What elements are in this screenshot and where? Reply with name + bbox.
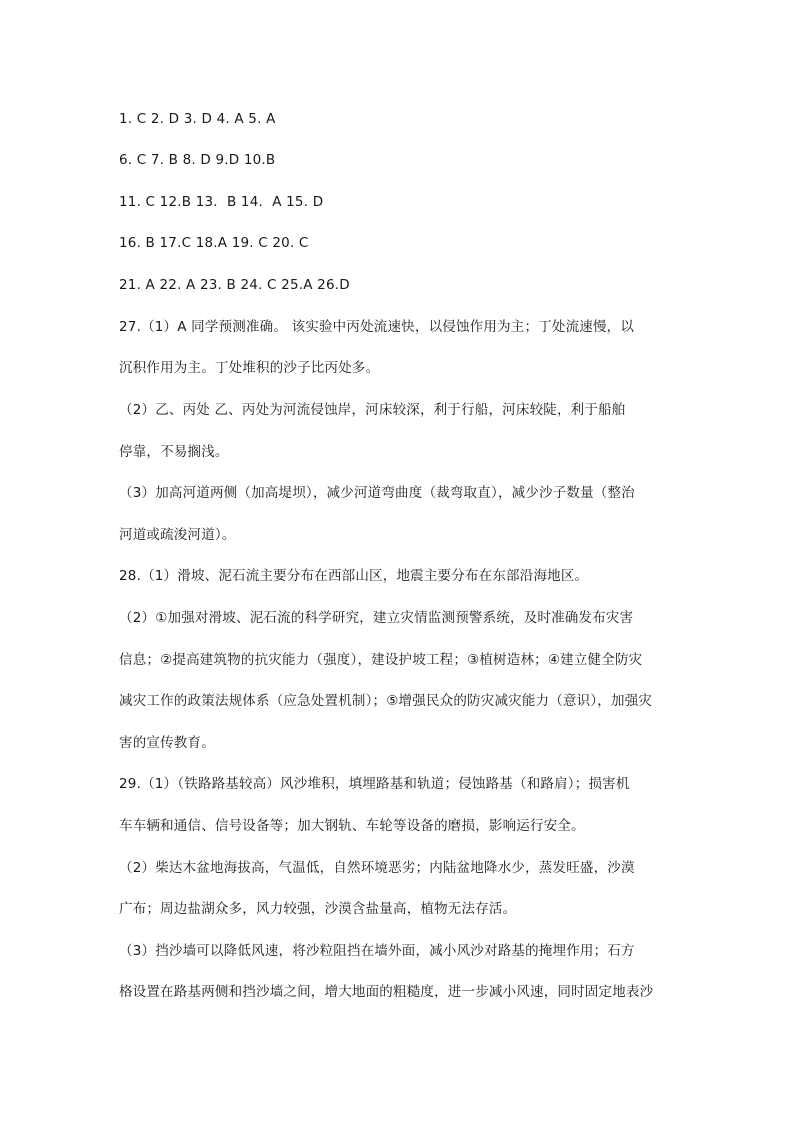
- answer-line-16-20: 16. B 17.C 18.A 19. C 20. C: [119, 235, 309, 251]
- q27-part2-line2: 停靠，不易搁浅。: [119, 444, 229, 460]
- answer-line-1-5: 1. C 2. D 3. D 4. A 5. A: [119, 111, 276, 127]
- q28-part2-line3: 减灾工作的政策法规体系（应急处置机制）；⑤增强民众的防灾减灾能力（意识），加强灾: [119, 693, 653, 709]
- q28-part1-line1: 28.（1）滑坡、泥石流主要分布在西部山区，地震主要分布在东部沿海地区。: [119, 568, 589, 584]
- q29-part3-line1: （3）挡沙墙可以降低风速，将沙粒阻挡在墙外面，减小风沙对路基的掩埋作用；石方: [119, 943, 635, 959]
- q27-part1-line2: 沉积作用为主。丁处堆积的沙子比丙处多。: [119, 360, 380, 376]
- q29-part3-line2: 格设置在路基两侧和挡沙墙之间，增大地面的粗糙度，进一步减小风速，同时固定地表沙: [119, 984, 654, 1000]
- q29-part1-line1: 29.（1）（铁路路基较高）风沙堆积，填埋路基和轨道；侵蚀路基（和路肩）；损害机: [119, 776, 630, 792]
- q29-part1-line2: 车车辆和通信、信号设备等；加大钢轨、车轮等设备的磨损，影响运行安全。: [119, 818, 585, 834]
- answer-line-6-10: 6. C 7. B 8. D 9.D 10.B: [119, 152, 276, 168]
- q27-part2-line1: （2）乙、丙处 乙、丙处为河流侵蚀岸，河床较深，利于行船，河床较陡，利于船舶: [119, 402, 626, 418]
- q27-part3-line1: （3）加高河道两侧（加高堤坝），减少河道弯曲度（裁弯取直），减少沙子数量（整治: [119, 485, 635, 501]
- q28-part2-line2: 信息；②提高建筑物的抗灾能力（强度），建设护坡工程；③植树造林；④建立健全防灾: [119, 652, 643, 668]
- q28-part2-line4: 害的宣传教育。: [119, 735, 215, 751]
- answer-line-21-26: 21. A 22. A 23. B 24. C 25.A 26.D: [119, 277, 350, 293]
- q28-part2-line1: （2）①加强对滑坡、泥石流的科学研究，建立灾情监测预警系统，及时准确发布灾害: [119, 610, 634, 626]
- q27-part1-line1: 27.（1）A 同学预测准确。 该实验中丙处流速快，以侵蚀作用为主；丁处流速慢，以: [119, 319, 635, 335]
- answer-line-11-15: 11. C 12.B 13．B 14．A 15. D: [119, 194, 324, 210]
- q29-part2-line1: （2）柴达木盆地海拔高，气温低，自然环境恶劣；内陆盆地降水少，蒸发旺盛，沙漠: [119, 860, 635, 876]
- q29-part2-line2: 广布；周边盐湖众多，风力较强，沙漠含盐量高，植物无法存活。: [119, 901, 517, 917]
- q27-part3-line2: 河道或疏浚河道）。: [119, 527, 236, 543]
